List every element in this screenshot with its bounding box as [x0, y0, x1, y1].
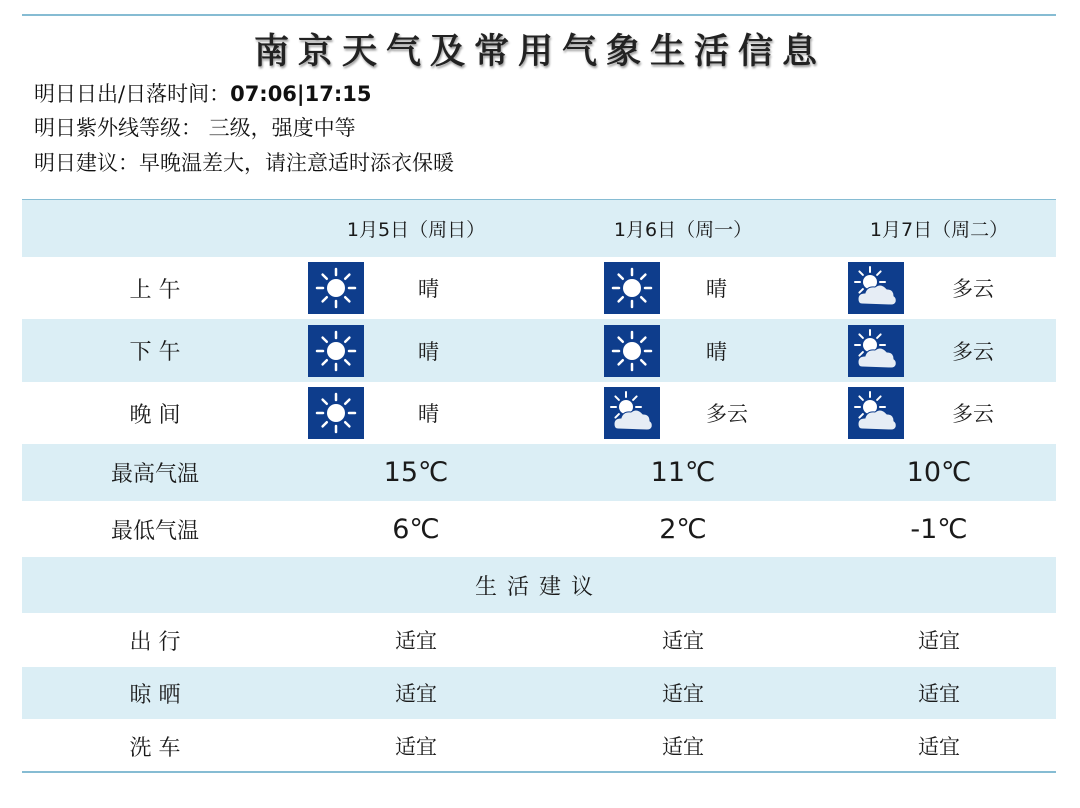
weather-cell [308, 257, 364, 319]
period-row [22, 257, 1056, 319]
sunny-icon [308, 387, 364, 439]
life-advice-label: 出 行 [129, 629, 181, 655]
low-temp-row [22, 501, 1056, 557]
life-advice-value: 适宜 [395, 735, 437, 759]
date-header: 1月5日（周日） [346, 219, 486, 241]
weather-cell [604, 319, 660, 382]
life-advice-value: 适宜 [662, 682, 704, 706]
life-advice-heading: 生活建议 [474, 574, 603, 600]
high-temp-value: 10℃ [906, 457, 972, 488]
date-header-row [22, 200, 1056, 257]
low-temp-label: 最低气温 [110, 518, 199, 544]
low-temp-value: 2℃ [659, 513, 707, 545]
high-temp-value: 15℃ [383, 457, 449, 488]
sunny-icon [604, 325, 660, 377]
life-advice-section-row [22, 557, 1056, 613]
weather-text: 晴 [418, 339, 439, 364]
weather-cell [604, 257, 660, 319]
life-advice-row [22, 613, 1056, 667]
uv-level-info: 明日紫外线等级： 三级，强度中等 [34, 116, 356, 140]
sunrise-sunset-info [34, 78, 371, 108]
sunny-icon [308, 325, 364, 377]
period-label: 晚 间 [129, 402, 181, 428]
weather-text: 晴 [706, 277, 727, 301]
life-advice-label: 洗 车 [129, 735, 181, 761]
weather-text: 多云 [952, 277, 994, 301]
sunrise-sunset-value: 07:06|17:15 [230, 82, 372, 106]
weather-text: 晴 [706, 339, 727, 364]
life-advice-label: 晾 晒 [129, 682, 181, 708]
high-temp-label: 最高气温 [110, 462, 199, 487]
partly-cloudy-icon [848, 387, 904, 439]
life-advice-value: 适宜 [395, 629, 437, 653]
life-advice-value: 适宜 [918, 629, 960, 653]
life-advice-value: 适宜 [395, 682, 437, 706]
weather-cell [848, 319, 904, 382]
weather-cell [308, 319, 364, 382]
period-label: 下 午 [129, 340, 181, 365]
period-row [22, 319, 1056, 382]
period-row [22, 382, 1056, 444]
page-title: 南京天气及常用气象生活信息 [253, 31, 826, 72]
top-rule [22, 14, 1056, 16]
period-label: 上 午 [129, 277, 181, 303]
life-advice-value: 适宜 [918, 682, 960, 706]
high-temp-value: 11℃ [650, 457, 716, 488]
life-advice-value: 适宜 [918, 735, 960, 759]
forecast-table [22, 200, 1056, 773]
weather-cell [848, 257, 904, 319]
weather-text: 多云 [952, 339, 994, 364]
high-temp-row [22, 444, 1056, 501]
low-temp-value: -1℃ [910, 513, 968, 545]
life-advice-row [22, 719, 1056, 773]
weather-cell [604, 382, 660, 444]
weather-text: 多云 [706, 402, 748, 426]
low-temp-value: 6℃ [392, 513, 440, 545]
date-header: 1月7日（周二） [869, 219, 1009, 241]
weather-text: 多云 [952, 402, 994, 426]
advice-info: 明日建议：早晚温差大，请注意适时添衣保暖 [34, 151, 454, 175]
bottom-rule [22, 771, 1056, 773]
partly-cloudy-icon [848, 262, 904, 314]
date-header: 1月6日（周一） [613, 219, 753, 241]
weather-text: 晴 [418, 277, 439, 301]
weather-cell [848, 382, 904, 444]
partly-cloudy-icon [604, 387, 660, 439]
life-advice-value: 适宜 [662, 629, 704, 653]
partly-cloudy-icon [848, 325, 904, 377]
life-advice-value: 适宜 [662, 735, 704, 759]
weather-text: 晴 [418, 402, 439, 426]
life-advice-row [22, 667, 1056, 719]
weather-cell [308, 382, 364, 444]
sunrise-sunset-label: 明日日出/日落时间： [34, 82, 231, 106]
sunny-icon [308, 262, 364, 314]
sunny-icon [604, 262, 660, 314]
